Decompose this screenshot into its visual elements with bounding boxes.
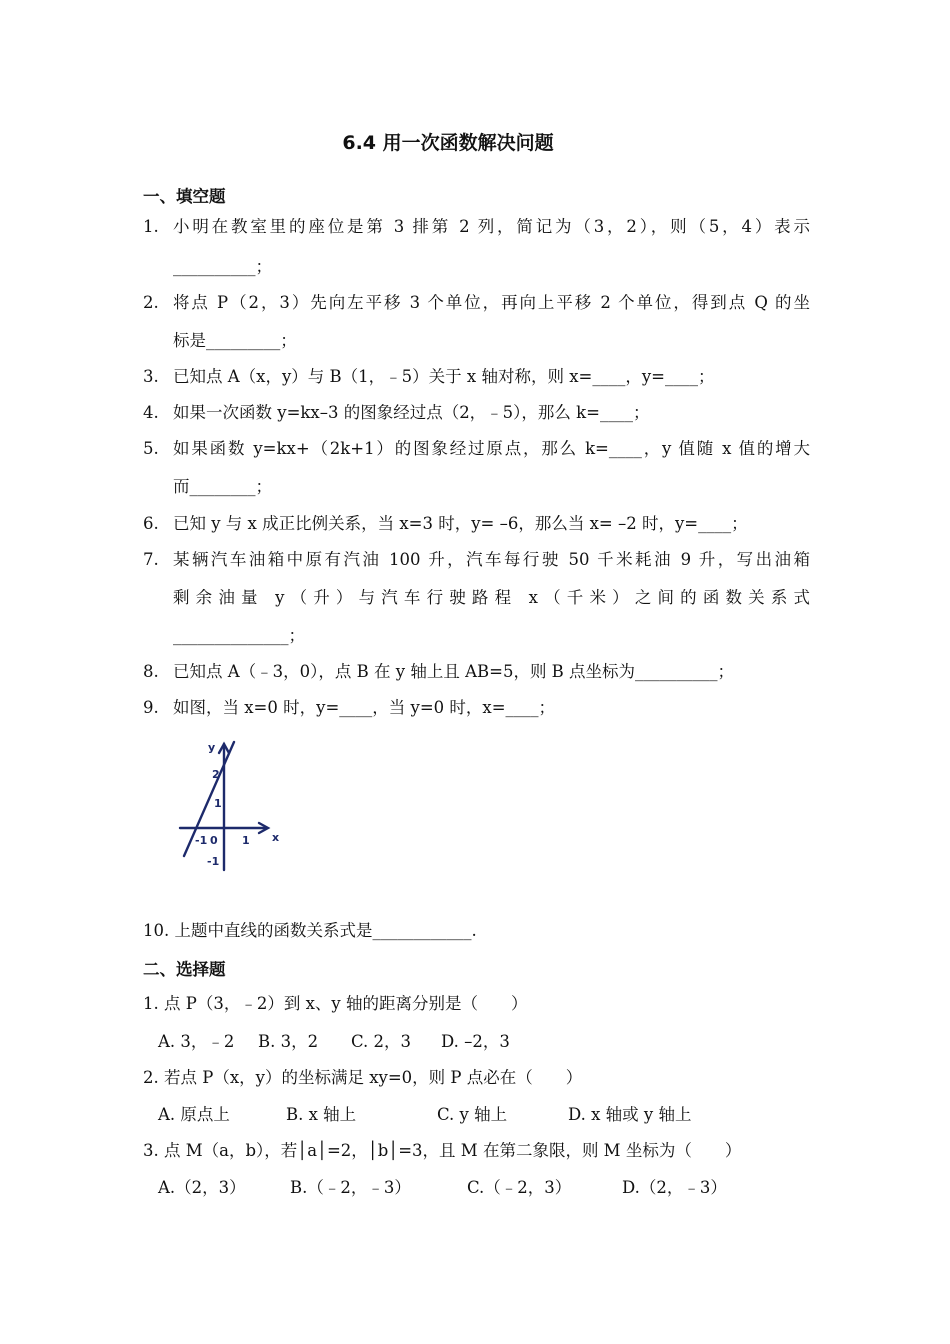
question-number: 2. (143, 293, 159, 312)
question-text-line: 将点 P（2，3）先向左平移 3 个单位，再向上平移 2 个单位，得到点 Q 的坐 (173, 293, 810, 312)
option-d: D.（2，﹣3） (622, 1178, 727, 1197)
tick-label-x-neg1: -1 (195, 834, 208, 847)
question-text-line: ______________； (173, 626, 305, 645)
question-number: 4. (143, 403, 159, 422)
option-a: A.（2，3） (158, 1178, 246, 1197)
fill-question-3 (143, 358, 813, 396)
option-d: D. x 轴或 y 轴上 (568, 1105, 692, 1124)
line-graph-figure (172, 738, 282, 873)
option-c: C. 2，3 (351, 1032, 412, 1051)
choice-question-3: 3. 点 M（a，b），若│a│=2，│b│=3，且 M 在第二象限，则 M 坐标为（ ） (143, 1141, 742, 1160)
tick-label-y-2: 2 (212, 768, 220, 781)
tick-label-y-1: 1 (214, 797, 222, 810)
question-text-line: 如果函数 y=kx+（2k+1）的图象经过原点，那么 k=____，y 值随 x 值的增大 (173, 439, 810, 458)
section-heading-multiple-choice: 二、选择题 (143, 960, 226, 979)
question-number: 6. (143, 514, 159, 533)
page-title: 6.4 用一次函数解决问题 (342, 132, 554, 154)
option-c: C.（﹣2，3） (467, 1178, 572, 1197)
question-number: 3. (143, 367, 159, 386)
question-text-line: 已知点 A（x，y）与 B（1，﹣5）关于 x 轴对称，则 x=____，y=____； (173, 367, 715, 386)
question-text-line: 小明在教室里的座位是第 3 排第 2 列，简记为（3，2），则（5，4）表示 (173, 217, 810, 236)
fill-question-5 (143, 430, 813, 496)
origin-label: 0 (210, 834, 218, 847)
option-d: D. –2，3 (441, 1032, 510, 1051)
x-axis-label: x (272, 831, 280, 844)
choice-question-1: 1. 点 P（3，﹣2）到 x、y 轴的距离分别是（ ） (143, 994, 528, 1013)
question-number: 7. (143, 550, 159, 569)
option-b: B.（﹣2，﹣3） (290, 1178, 411, 1197)
question-text-line: 剩余油量 y（升）与汽车行驶路程 x（千米）之间的函数关系式 (173, 588, 810, 607)
option-b: B. x 轴上 (286, 1105, 357, 1124)
question-number: 5. (143, 439, 159, 458)
tick-label-x-1: 1 (242, 834, 250, 847)
fill-question-2 (143, 284, 813, 350)
fill-question-4 (143, 394, 813, 432)
question-number: 1. (143, 217, 159, 236)
section-heading-fill-blank: 一、填空题 (143, 187, 226, 206)
fill-question-10: 10. 上题中直线的函数关系式是____________. (143, 921, 477, 940)
option-b: B. 3，2 (258, 1032, 319, 1051)
tick-label-y-neg1: -1 (207, 855, 220, 868)
question-number: 8. (143, 662, 159, 681)
question-text-line: 如果一次函数 y=kx–3 的图象经过点（2，﹣5），那么 k=____； (173, 403, 650, 422)
question-text-line: 某辆汽车油箱中原有汽油 100 升，汽车每行驶 50 千米耗油 9 升，写出油箱 (173, 550, 810, 569)
question-text-line: 标是_________； (173, 331, 297, 350)
fill-question-6 (143, 505, 813, 543)
option-a: A. 原点上 (158, 1105, 230, 1124)
question-text-line: 如图，当 x=0 时，y=____，当 y=0 时，x=____； (173, 698, 556, 717)
question-text-line: 已知点 A（﹣3，0），点 B 在 y 轴上且 AB=5，则 B 点坐标为__________； (173, 662, 735, 681)
question-text-line: 而________； (173, 477, 272, 496)
question-text-line: 已知 y 与 x 成正比例关系，当 x=3 时，y= –6，那么当 x= –2 时，y=____； (173, 514, 748, 533)
choice-question-2: 2. 若点 P（x，y）的坐标满足 xy=0，则 P 点必在（ ） (143, 1068, 583, 1087)
option-c: C. y 轴上 (437, 1105, 508, 1124)
fill-question-7 (143, 541, 813, 645)
option-a: A. 3，﹣2 (158, 1032, 235, 1051)
y-axis-label: y (208, 741, 216, 754)
fill-question-1 (143, 208, 813, 276)
function-line (184, 742, 234, 856)
question-number: 9. (143, 698, 159, 717)
fill-question-9 (143, 689, 813, 727)
fill-question-8 (143, 653, 813, 691)
question-text-line: __________； (173, 257, 272, 276)
